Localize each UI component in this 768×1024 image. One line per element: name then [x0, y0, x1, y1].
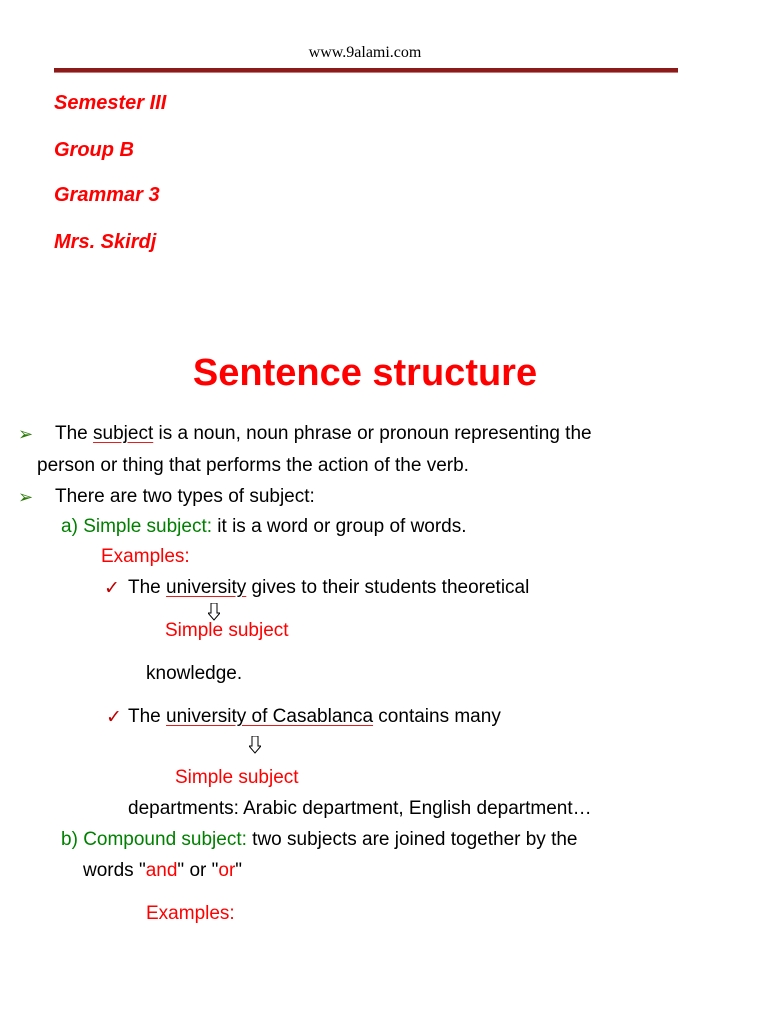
teacher-label: Mrs. Skirdj: [54, 231, 157, 253]
example-sentence-2: [128, 706, 501, 728]
text: it is a word or group of words.: [212, 516, 467, 537]
example-sentence-2-continued: departments: Arabic department, English department…: [128, 798, 592, 819]
text: contains many: [373, 706, 501, 727]
simple-subject-label: Simple subject:: [83, 516, 213, 537]
compound-subject-line2: [83, 860, 242, 882]
conjunction-or: or: [218, 860, 236, 881]
course-label: Grammar 3: [54, 184, 160, 206]
text: The: [55, 423, 94, 444]
examples-label: Examples:: [146, 903, 235, 924]
text: " or ": [177, 860, 219, 881]
simple-subject-definition: [61, 516, 467, 538]
text: words ": [83, 860, 146, 881]
text: The: [128, 577, 167, 598]
simple-subject-tag: Simple subject: [175, 767, 299, 788]
site-header: www.9alami.com: [308, 44, 422, 61]
checkmark-icon: ✓: [104, 578, 120, 599]
item-marker: a): [61, 516, 78, 537]
semester-label: Semester III: [54, 92, 167, 114]
simple-subject-tag: Simple subject: [165, 620, 289, 641]
underlined-subject: university of Casablanca: [166, 706, 374, 727]
text: two subjects are joined together by the: [246, 829, 578, 850]
page-title: Sentence structure: [192, 352, 538, 394]
subject-types-line: There are two types of subject:: [55, 486, 315, 507]
underlined-subject: university: [166, 577, 247, 598]
example-sentence-1: [128, 577, 529, 599]
header-divider: [54, 68, 678, 73]
group-label: Group B: [54, 139, 134, 161]
examples-label: Examples:: [101, 546, 190, 567]
compound-subject-definition: [61, 829, 578, 851]
text: ": [235, 860, 243, 881]
conjunction-and: and: [145, 860, 178, 881]
item-marker: b): [61, 829, 78, 850]
subject-definition-line1: [55, 423, 592, 445]
text: gives to their students theoretical: [246, 577, 530, 598]
text: The: [128, 706, 167, 727]
subject-term: subject: [93, 423, 154, 444]
down-arrow-icon: [208, 603, 220, 621]
arrow-bullet-icon: ➢: [18, 487, 34, 507]
arrow-bullet-icon: ➢: [18, 424, 34, 444]
example-sentence-1-continued: knowledge.: [146, 663, 243, 684]
checkmark-icon: ✓: [106, 707, 122, 728]
compound-subject-label: Compound subject:: [83, 829, 247, 850]
subject-definition-line2: person or thing that performs the action of the verb.: [37, 455, 469, 476]
down-arrow-icon: [249, 736, 261, 754]
text: is a noun, noun phrase or pronoun representing the: [153, 423, 592, 444]
